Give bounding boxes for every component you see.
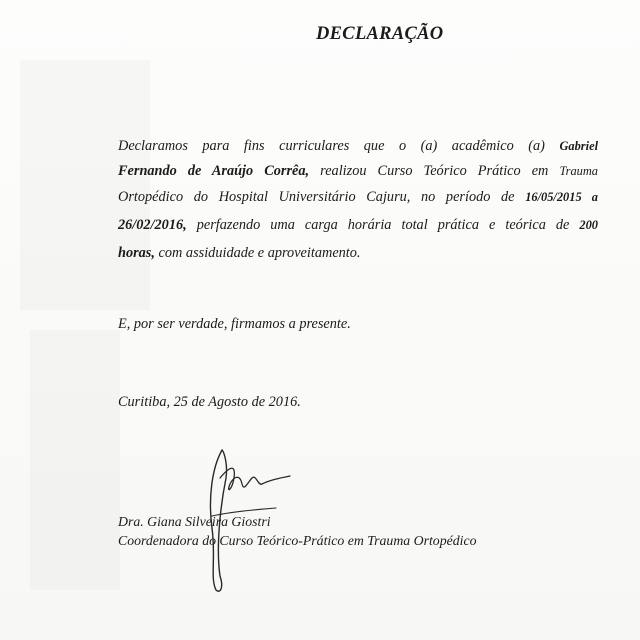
paragraph-line-5: horas, com assiduidade e aproveitamento.: [118, 245, 361, 261]
signatory-role: Coordenadora do Curso Teórico-Prático em Trauma Ortopédico: [118, 533, 477, 548]
document-title: DECLARAÇÃO: [316, 24, 444, 44]
signatory-name: Dra. Giana Silveira Giostri: [118, 514, 271, 529]
paragraph-line-1: Declaramos para fins curriculares que o (a) acadêmico (a) Gabriel: [118, 138, 599, 154]
hours-value: 200: [579, 218, 598, 232]
closing-statement: E, por ser verdade, firmamos a presente.: [118, 316, 351, 332]
student-first-name: Gabriel: [559, 139, 599, 153]
paragraph-line-3: Ortopédico do Hospital Universitário Cajuru, no período de 16/05/2015 a: [118, 189, 598, 205]
hours-unit: horas,: [118, 245, 155, 261]
start-date: 16/05/2015 a: [525, 190, 598, 204]
background-bleed-mark: [30, 330, 120, 590]
signatory-block: [118, 512, 476, 550]
place-and-date: Curitiba, 25 de Agosto de 2016.: [118, 394, 301, 410]
background-bleed-mark: [20, 60, 150, 310]
paragraph-line-2: Fernando de Araújo Corrêa, realizou Curso Teórico Prático em Trauma: [118, 163, 599, 179]
paragraph-line-4: 26/02/2016, perfazendo uma carga horária total prática e teórica de 200: [118, 217, 598, 233]
student-name: Fernando de Araújo Corrêa,: [118, 163, 310, 179]
end-date: 26/02/2016,: [118, 217, 187, 233]
